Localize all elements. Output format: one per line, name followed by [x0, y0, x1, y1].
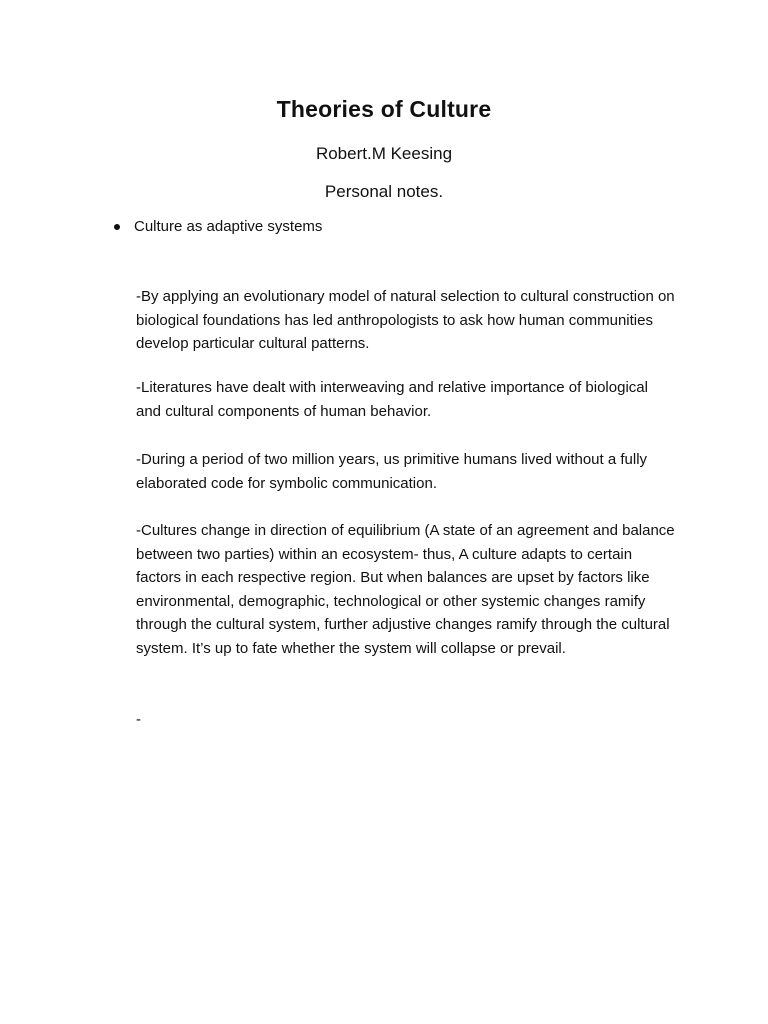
document-title: Theories of Culture [276, 96, 492, 122]
paragraph: -Literatures have dealt with interweaving and relative importance of biological and cultural components of human behavior. [136, 379, 648, 420]
notes-label: Personal notes. [324, 182, 444, 201]
paragraph: -By applying an evolutionary model of natural selection to cultural construction on biological foundations has led anthropologists to ask how human communities develop particular cultural patterns. [136, 288, 675, 352]
bullet-text: Culture as adaptive systems [134, 218, 323, 235]
bullet-item [110, 218, 322, 235]
author-name: Robert.M Keesing [315, 144, 453, 163]
paragraph: - [136, 711, 141, 728]
bullet-icon [114, 224, 120, 230]
paragraph: -Cultures change in direction of equilibrium (A state of an agreement and balance between two parties) within an ecosystem- thus, A culture adapts to certain factors in each respective region. But when balances are upset by factors like environmental, demographic, technological or other systemic changes ramify through the cultural system, further adjustive changes ramify through the cultural system. It’s up to fate whether the system will collapse or prevail. [136, 522, 675, 657]
paragraph: -During a period of two million years, us primitive humans lived without a fully elaborated code for symbolic communication. [136, 451, 648, 492]
